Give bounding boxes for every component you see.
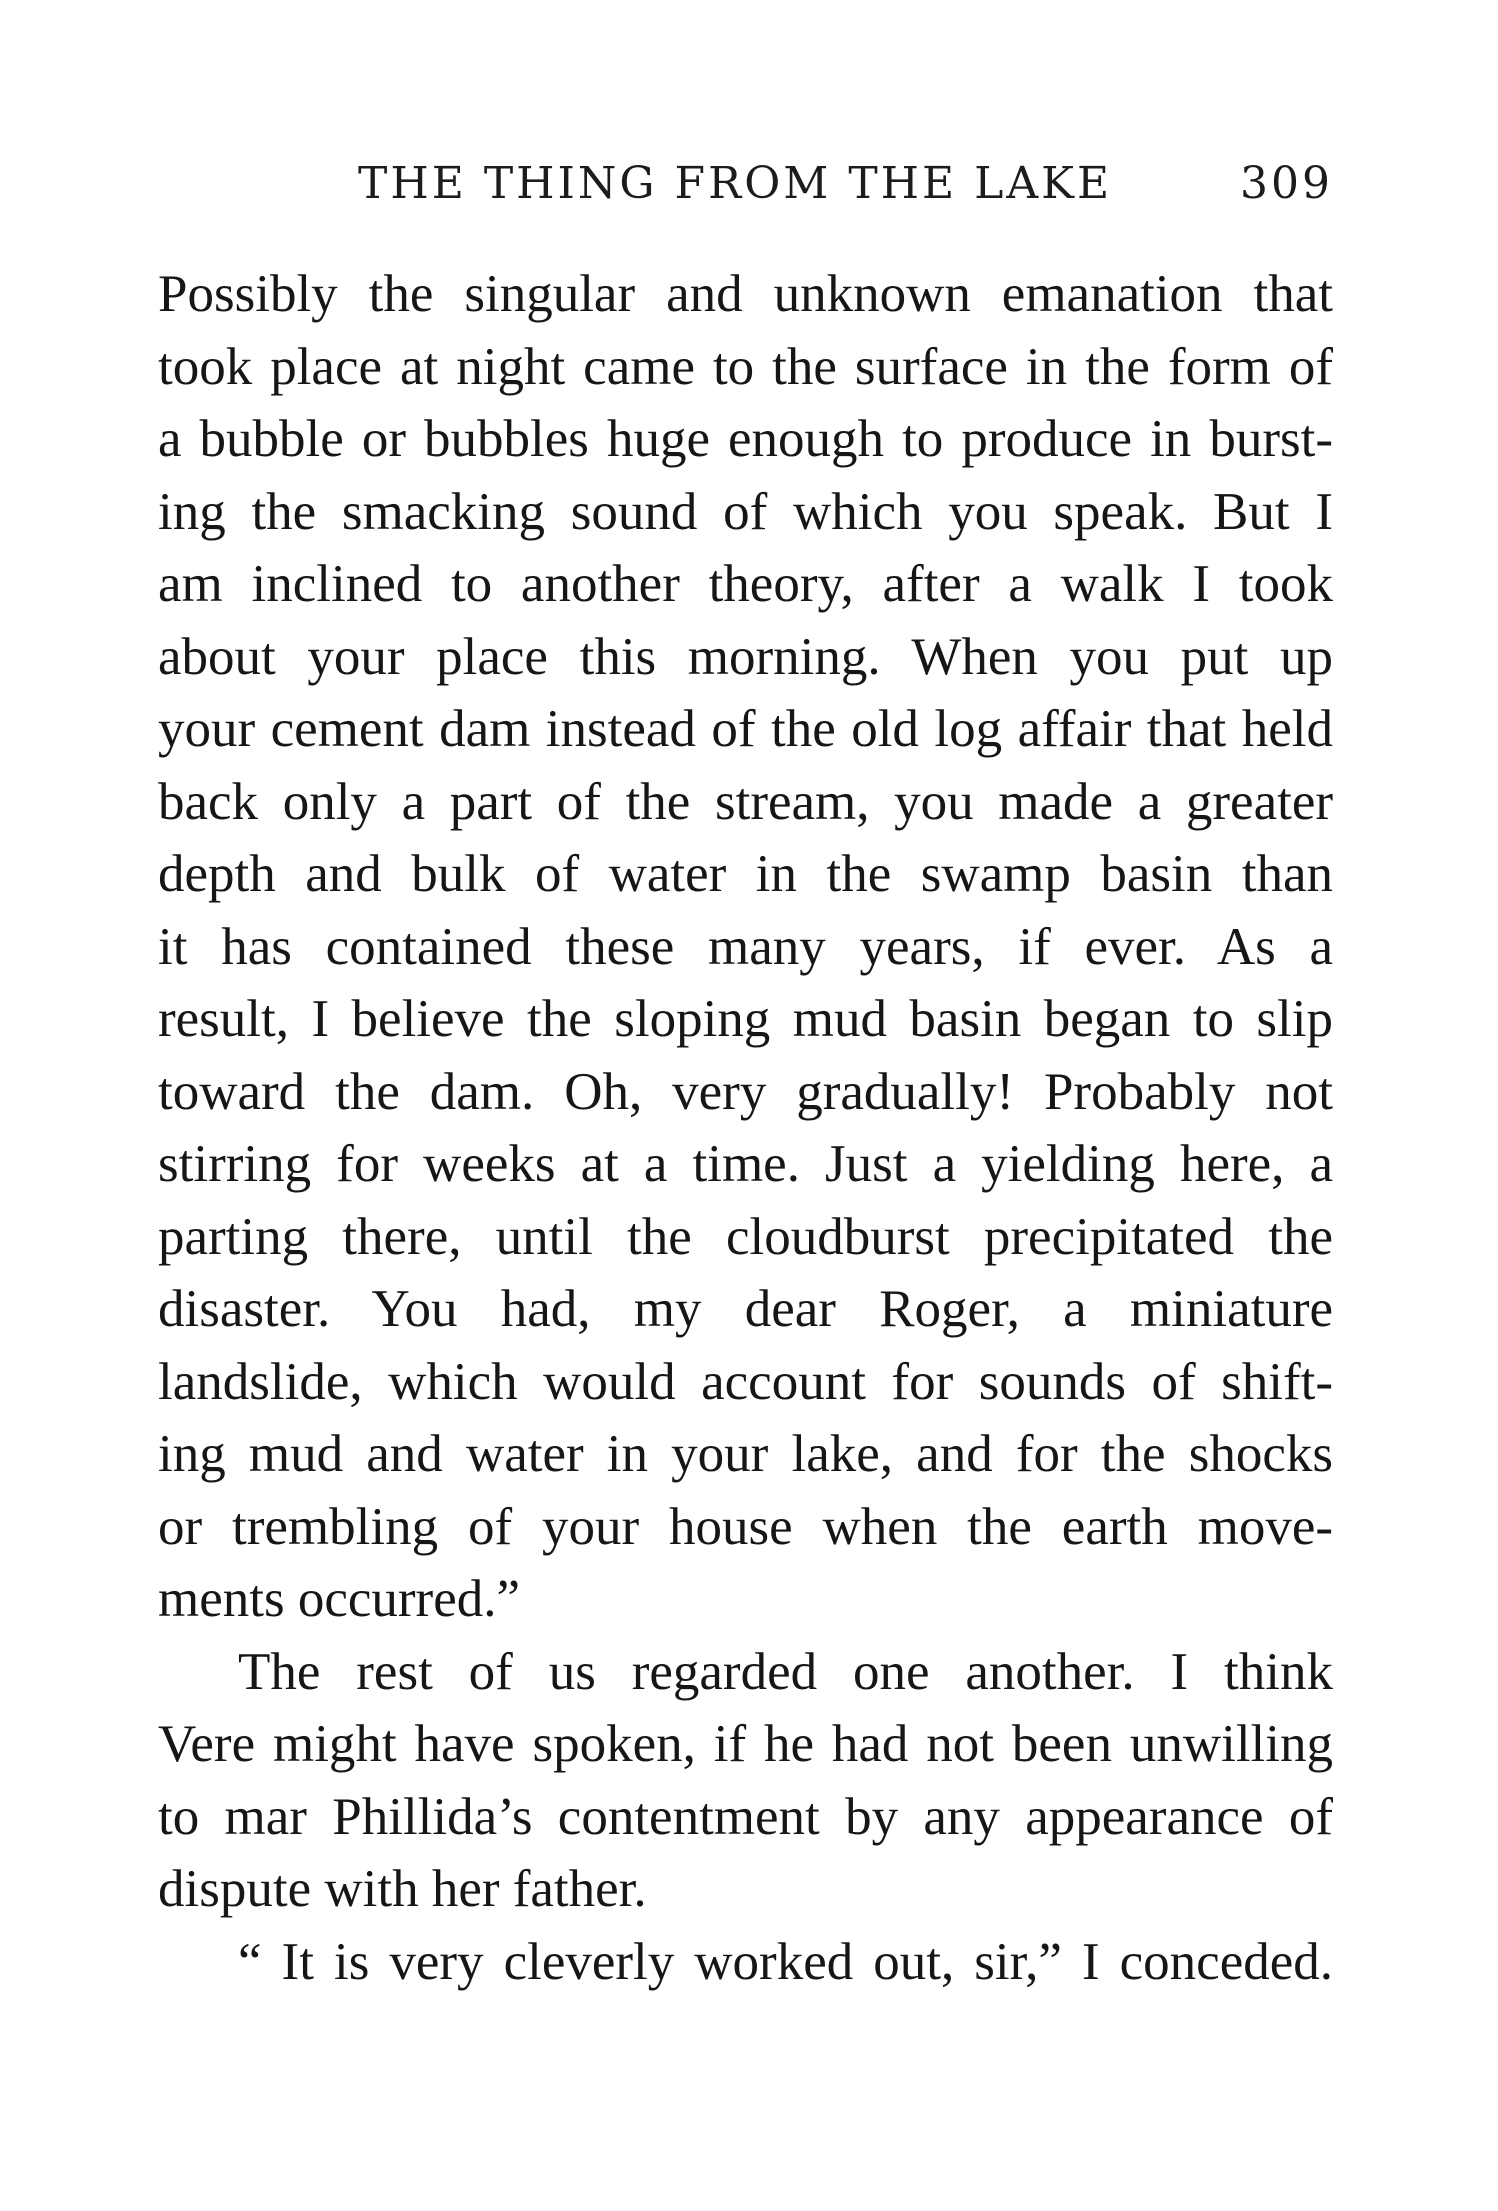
text-line: to mar Phillida’s contentment by any appearance of xyxy=(158,1787,1333,1846)
text-line: your cement dam instead of the old log affair that held xyxy=(158,700,1333,758)
text-line: The rest of us regarded one another. I think xyxy=(238,1642,1333,1701)
text-line: am inclined to another theory, after a walk I took xyxy=(158,555,1333,613)
text-line: Vere might have spoken, if he had not been unwilling xyxy=(158,1715,1333,1773)
body-text xyxy=(158,258,1333,1998)
text-line: ing mud and water in your lake, and for the shocks xyxy=(158,1425,1333,1483)
text-line: ments occurred.” xyxy=(158,1570,520,1628)
text-line: parting there, until the cloudburst precipitated the xyxy=(158,1207,1333,1266)
text-line: Possibly the singular and unknown emanation that xyxy=(158,265,1333,323)
text-line: toward the dam. Oh, very gradually! Probably not xyxy=(158,1062,1333,1121)
text-line: about your place this morning. When you put up xyxy=(158,627,1333,686)
text-line: ing the smacking sound of which you speak. But I xyxy=(158,482,1333,541)
text-line: disaster. You had, my dear Roger, a miniature xyxy=(158,1280,1333,1338)
text-line: depth and bulk of water in the swamp basin than xyxy=(158,845,1333,903)
text-line: result, I believe the sloping mud basin began to slip xyxy=(158,990,1333,1048)
text-line: or trembling of your house when the earth move- xyxy=(158,1497,1333,1556)
text-line: dispute with her father. xyxy=(158,1860,647,1918)
text-line: “ It is very cleverly worked out, sir,” I conceded. xyxy=(238,1932,1333,1991)
text-line: stirring for weeks at a time. Just a yielding here, a xyxy=(158,1135,1333,1193)
text-line: landslide, which would account for sounds of shift- xyxy=(158,1352,1333,1411)
page-number: 309 xyxy=(1240,158,1333,209)
text-line: took place at night came to the surface in the form of xyxy=(158,337,1333,396)
text-line: it has contained these many years, if ever. As a xyxy=(158,917,1333,976)
running-head xyxy=(158,158,1333,228)
running-title: THE THING FROM THE LAKE xyxy=(358,158,1113,209)
text-line: back only a part of the stream, you made a greater xyxy=(158,772,1333,831)
text-line: a bubble or bubbles huge enough to produce in burst- xyxy=(158,410,1333,468)
